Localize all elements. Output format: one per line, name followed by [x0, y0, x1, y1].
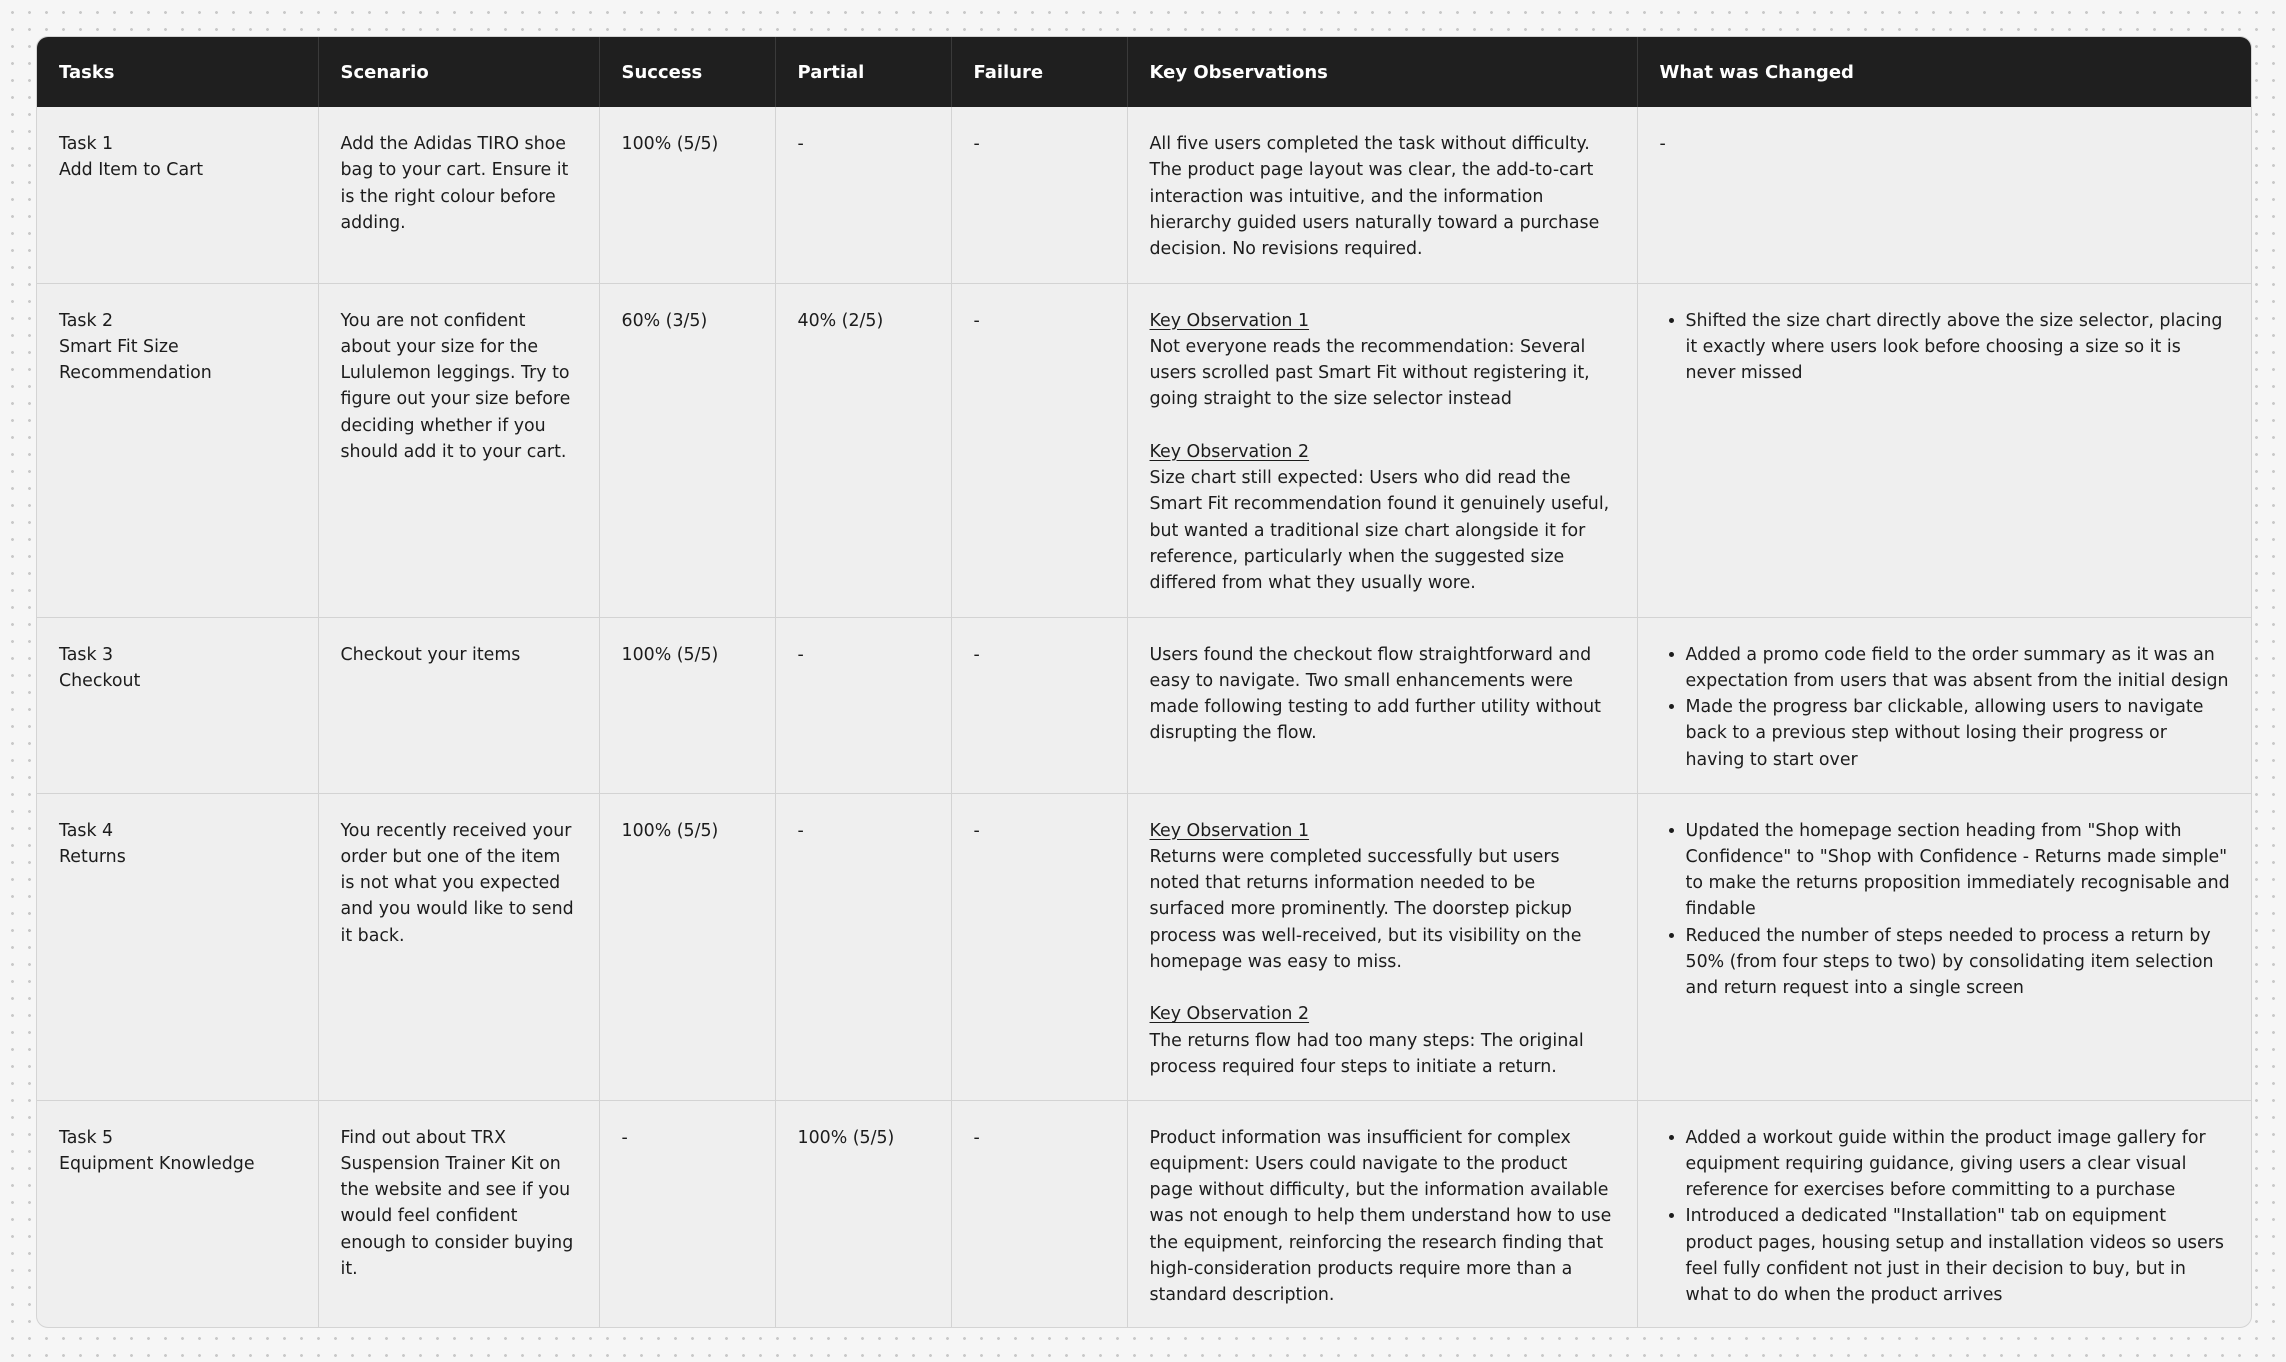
- failure-cell: -: [951, 793, 1127, 1100]
- observations-cell: [1127, 793, 1637, 1100]
- failure-cell: -: [951, 283, 1127, 617]
- observations-cell: Product information was insufficient for complex equipment: Users could navigate to the product page without difficulty, but the information available was not enough to help them understand how to use the equipment, reinforcing the research finding that high-consideration products require more than a standard description.: [1127, 1100, 1637, 1327]
- task-name: Returns: [59, 846, 126, 867]
- scenario-cell: Find out about TRX Suspension Trainer Kit on the website and see if you would feel confident enough to consider buying it.: [318, 1100, 599, 1327]
- changes-list: [1660, 1125, 2232, 1309]
- success-cell: 100% (5/5): [599, 617, 775, 793]
- task-number: Task 5: [59, 1127, 114, 1148]
- header-partial: Partial: [775, 37, 951, 107]
- observations-cell: All five users completed the task without difficulty. The product page layout was clear, the add-to-cart interaction was intuitive, and the information hierarchy guided users naturally toward a purchase decision. No revisions required.: [1127, 107, 1637, 283]
- change-item: • Added a promo code field to the order summary as it was an expectation from users that was absent from the initial design: [1686, 642, 2232, 695]
- partial-cell: 40% (2/5): [775, 283, 951, 617]
- failure-cell: -: [951, 107, 1127, 283]
- header-tasks: Tasks: [37, 37, 318, 107]
- observation-block: [1150, 1001, 1615, 1080]
- table-row: [37, 1100, 2252, 1327]
- task-name: Checkout: [59, 670, 141, 691]
- task-cell: [37, 1100, 318, 1327]
- changes-cell: [1637, 617, 2252, 793]
- header-failure: Failure: [951, 37, 1127, 107]
- changes-list: [1660, 818, 2232, 1002]
- observation-title: Key Observation 2: [1149, 441, 1310, 462]
- task-cell: [37, 107, 318, 283]
- header-success: Success: [599, 37, 775, 107]
- observations-cell: Users found the checkout flow straightforward and easy to navigate. Two small enhancements were made following testing to add further utility without disrupting the flow.: [1127, 617, 1637, 793]
- task-name: Smart Fit Size Recommendation: [59, 336, 212, 384]
- observation-text: The returns flow had too many steps: The original process required four steps to initiate a return.: [1149, 1030, 1584, 1077]
- scenario-cell: You are not confident about your size for the Lululemon leggings. Try to figure out your size before deciding whether if you should add it to your cart.: [318, 283, 599, 617]
- partial-cell: -: [775, 107, 951, 283]
- change-item: • Introduced a dedicated "Installation" tab on equipment product pages, housing setup and installation videos so users feel fully confident not just in their decision to buy, but in what to do when the product arrives: [1686, 1203, 2232, 1308]
- table-row: [37, 617, 2252, 793]
- changes-cell: [1637, 1100, 2252, 1327]
- header-what-was-changed: What was Changed: [1637, 37, 2252, 107]
- change-item: • Added a workout guide within the product image gallery for equipment requiring guidance, giving users a clear visual reference for exercises before committing to a purchase: [1686, 1125, 2232, 1204]
- changes-cell: [1637, 283, 2252, 617]
- observation-title: Key Observation 2: [1149, 1004, 1310, 1025]
- observation-block: [1150, 308, 1615, 413]
- observation-block: [1150, 818, 1615, 976]
- observation-block: [1150, 439, 1615, 597]
- task-name: Add Item to Cart: [59, 160, 204, 181]
- table-row: [37, 107, 2252, 283]
- header-key-observations: Key Observations: [1127, 37, 1637, 107]
- observation-title: Key Observation 1: [1149, 310, 1310, 331]
- failure-cell: -: [951, 617, 1127, 793]
- changes-cell: [1637, 793, 2252, 1100]
- task-number: Task 3: [59, 644, 114, 665]
- change-item: • Reduced the number of steps needed to process a return by 50% (from four steps to two) by consolidating item selection and return request into a single screen: [1686, 923, 2232, 1002]
- observation-text: Not everyone reads the recommendation: Several users scrolled past Smart Fit without registering it, going straight to the size selector instead: [1149, 336, 1590, 410]
- change-item: • Shifted the size chart directly above the size selector, placing it exactly where users look before choosing a size so it is never missed: [1686, 308, 2232, 387]
- success-cell: 100% (5/5): [599, 107, 775, 283]
- success-cell: 100% (5/5): [599, 793, 775, 1100]
- changes-list: [1660, 308, 2232, 387]
- partial-cell: -: [775, 793, 951, 1100]
- observations-cell: [1127, 283, 1637, 617]
- header-row: [37, 37, 2252, 107]
- scenario-cell: Checkout your items: [318, 617, 599, 793]
- task-name: Equipment Knowledge: [59, 1153, 255, 1174]
- failure-cell: -: [951, 1100, 1127, 1327]
- success-cell: 60% (3/5): [599, 283, 775, 617]
- change-item: • Made the progress bar clickable, allowing users to navigate back to a previous step without losing their progress or having to start over: [1686, 694, 2232, 773]
- changes-list: [1660, 642, 2232, 773]
- header-scenario: Scenario: [318, 37, 599, 107]
- success-cell: -: [599, 1100, 775, 1327]
- scenario-cell: You recently received your order but one of the item is not what you expected and you would like to send it back.: [318, 793, 599, 1100]
- task-cell: [37, 793, 318, 1100]
- changes-cell: -: [1637, 107, 2252, 283]
- partial-cell: 100% (5/5): [775, 1100, 951, 1327]
- observation-title: Key Observation 1: [1149, 820, 1310, 841]
- task-number: Task 4: [59, 820, 114, 841]
- table-row: [37, 793, 2252, 1100]
- table-row: [37, 283, 2252, 617]
- task-cell: [37, 617, 318, 793]
- observation-text: Size chart still expected: Users who did read the Smart Fit recommendation found it genuinely useful, but wanted a traditional size chart alongside it for reference, particularly when the suggested size differed from what they usually wore.: [1149, 467, 1610, 594]
- task-number: Task 1: [59, 134, 114, 154]
- results-table: [37, 37, 2252, 1327]
- task-cell: [37, 283, 318, 617]
- scenario-cell: Add the Adidas TIRO shoe bag to your cart. Ensure it is the right colour before adding.: [318, 107, 599, 283]
- usability-results-table: [36, 36, 2252, 1328]
- observation-text: Returns were completed successfully but users noted that returns information needed to be surfaced more prominently. The doorstep pickup process was well-received, but its visibility on the homepage was easy to miss.: [1149, 846, 1582, 972]
- task-number: Task 2: [59, 310, 114, 331]
- change-item: • Updated the homepage section heading from "Shop with Confidence" to "Shop with Confidence - Returns made simple" to make the returns proposition immediately recognisable and findable: [1686, 818, 2232, 923]
- partial-cell: -: [775, 617, 951, 793]
